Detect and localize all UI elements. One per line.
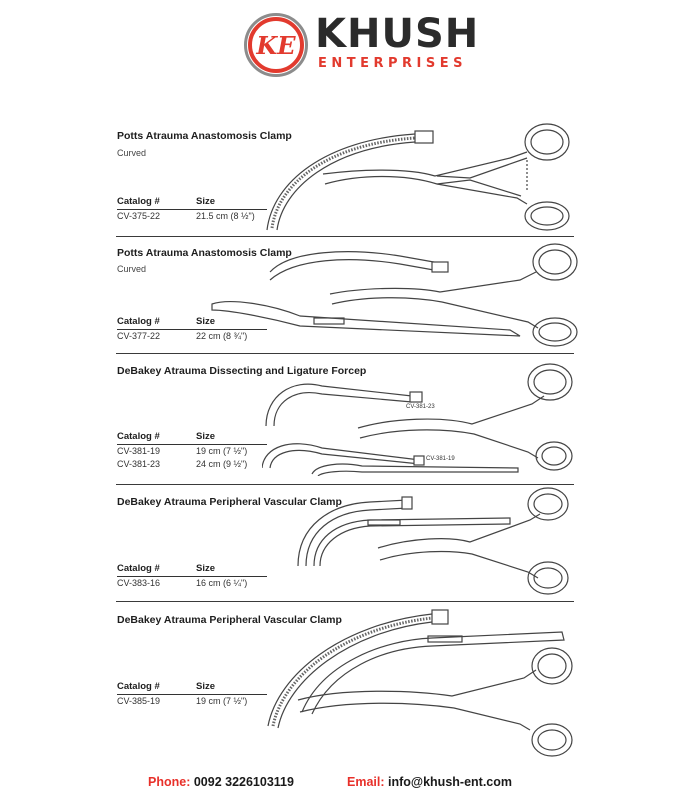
catalog-header: Catalog # [117,431,160,442]
section-divider [116,236,574,237]
email-address[interactable]: info@khush-ent.com [388,775,512,789]
email-label: Email: [347,775,385,789]
header-rule [117,576,267,577]
size-header: Size [196,431,216,442]
catalog-number: CV-385-19 [117,696,161,706]
clamp-illustration [265,112,585,232]
size-value: 22 cm (8 ¾") [196,331,248,341]
forcep-illustration [262,356,582,476]
section-divider [116,601,574,602]
catalog-number: CV-383-16 [117,578,161,588]
ke-logo-icon [247,16,305,74]
header-rule [117,444,267,445]
product-title: DeBakey Atrauma Peripheral Vascular Clamp [117,614,342,626]
clamp-illustration [290,486,580,598]
section-divider [116,353,574,354]
catalog-number: CV-381-19 [117,446,161,456]
product-title: DeBakey Atrauma Peripheral Vascular Clamp [117,496,342,508]
size-value: 21.5 cm (8 ½") [196,211,255,221]
size-tag: CV-381-19 [426,456,455,462]
phone-label: Phone: [148,775,191,789]
svg-text:KE: KE [256,31,296,60]
clamp-illustration [262,604,582,764]
catalog-number: CV-377-22 [117,331,161,341]
brand-tagline: ENTERPRISES [318,56,467,71]
catalog-header: Catalog # [117,563,160,574]
clamp-illustration [210,238,585,350]
phone-number[interactable]: 0092 3226103119 [193,775,294,789]
size-value: 19 cm (7 ½") [196,696,248,706]
catalog-number: CV-375-22 [117,211,161,221]
section-divider [116,484,574,485]
size-header: Size [196,316,216,327]
brand-name: KHUSH [315,11,480,57]
size-header: Size [196,196,216,207]
header-rule [117,694,267,695]
product-title: Potts Atrauma Anastomosis Clamp [117,130,292,142]
size-value: 16 cm (6 ¼") [196,578,248,588]
product-title: DeBakey Atrauma Dissecting and Ligature Forcep [117,365,367,377]
size-value: 24 cm (9 ½") [196,459,248,469]
catalog-header: Catalog # [117,681,160,692]
product-subtitle: Curved [117,264,147,274]
size-tag: CV-381-23 [406,404,435,410]
footer-email [347,775,512,789]
product-title: Potts Atrauma Anastomosis Clamp [117,247,292,259]
logo-mark [244,13,308,77]
size-header: Size [196,563,216,574]
footer-phone [148,775,294,789]
catalog-header: Catalog # [117,316,160,327]
product-subtitle: Curved [117,148,147,158]
catalog-number: CV-381-23 [117,459,161,469]
size-value: 19 cm (7 ½") [196,446,248,456]
header-rule [117,209,267,210]
catalog-header: Catalog # [117,196,160,207]
header [0,0,689,95]
size-header: Size [196,681,216,692]
